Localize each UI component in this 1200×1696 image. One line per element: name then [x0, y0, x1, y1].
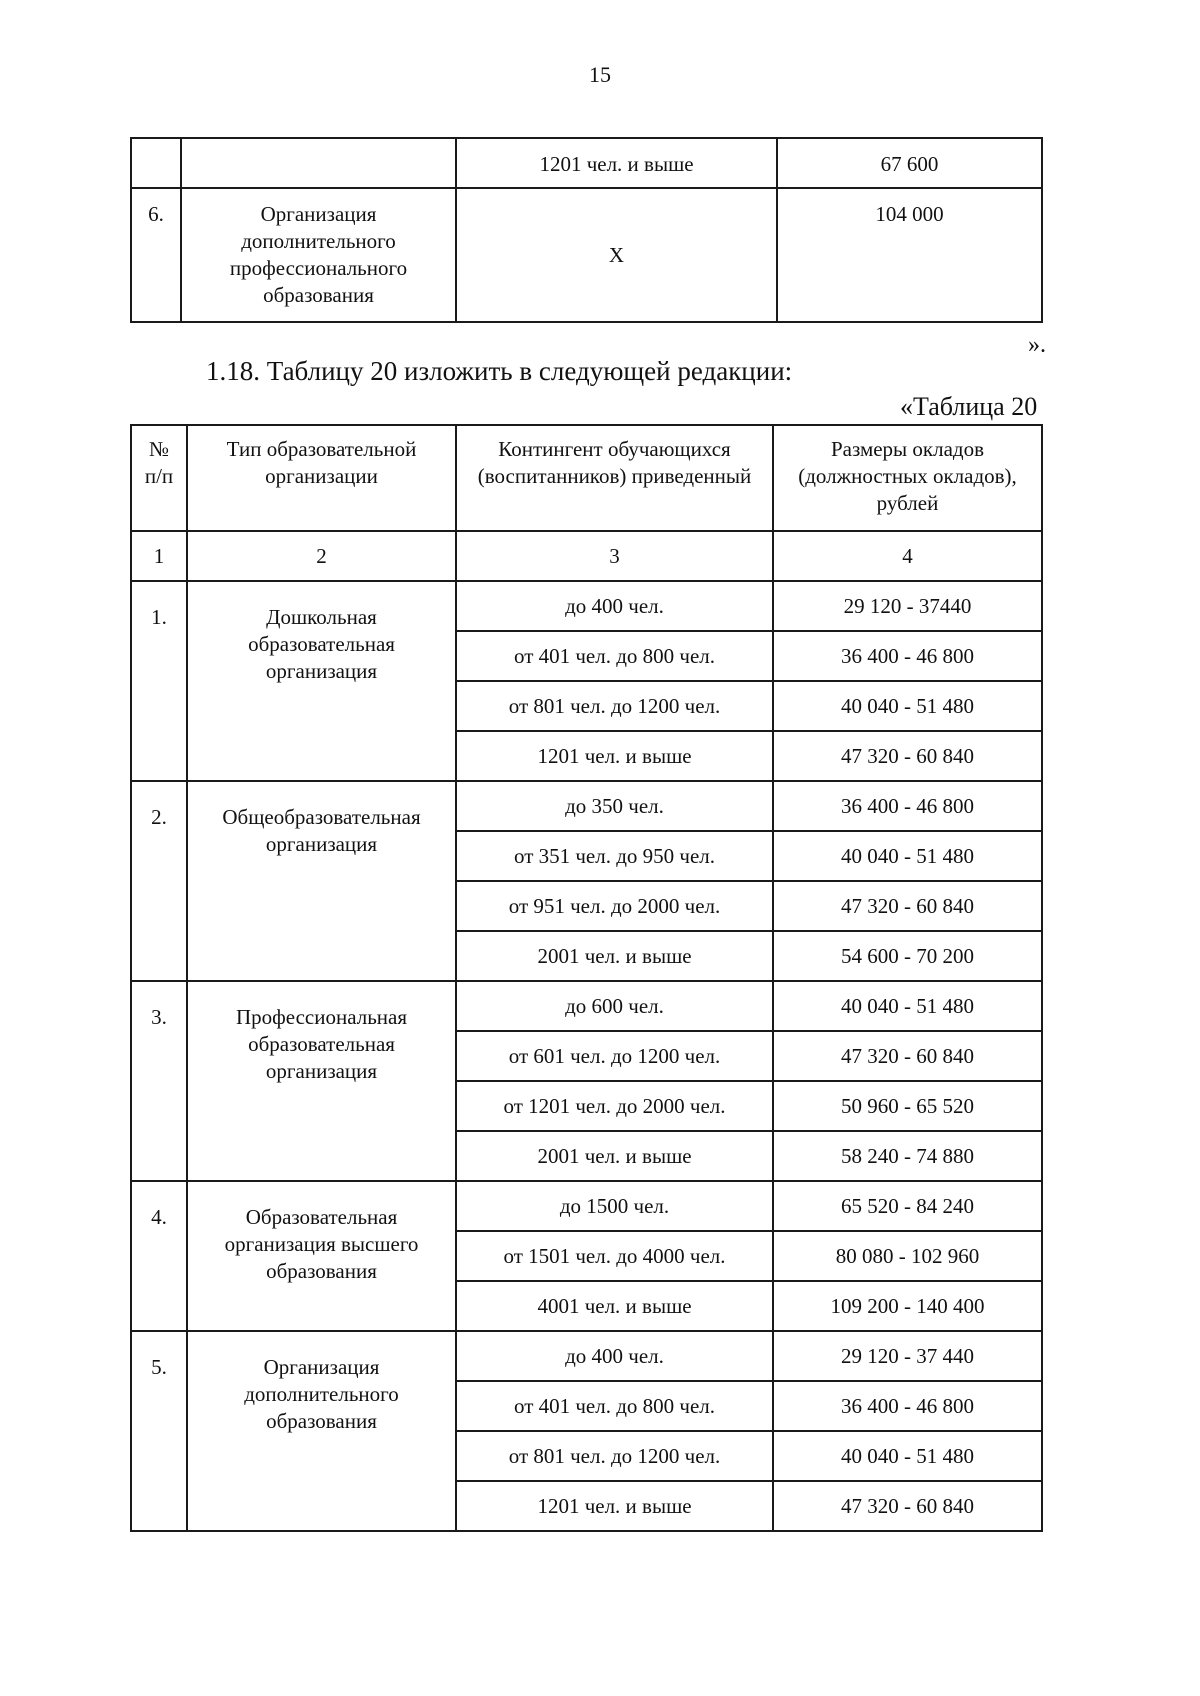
column-number: 2 — [187, 531, 456, 581]
row-number: 1. — [131, 581, 187, 781]
contingent-cell: до 1500 чел. — [456, 1181, 773, 1231]
salary-cell: 65 520 - 84 240 — [773, 1181, 1042, 1231]
contingent-cell: 2001 чел. и выше — [456, 931, 773, 981]
header-row — [131, 425, 1042, 531]
salary-cell: 104 000 — [777, 188, 1042, 322]
contingent-cell: от 601 чел. до 1200 чел. — [456, 1031, 773, 1081]
contingent-cell: от 1501 чел. до 4000 чел. — [456, 1231, 773, 1281]
header-salary: Размеры окладов (должностных окладов), рублей — [773, 425, 1042, 531]
contingent-cell: от 351 чел. до 950 чел. — [456, 831, 773, 881]
salary-cell: 47 320 - 60 840 — [773, 1031, 1042, 1081]
organization-type: Общеобразовательная организация — [187, 781, 456, 981]
table-row — [131, 781, 1042, 831]
salary-cell: 40 040 - 51 480 — [773, 1431, 1042, 1481]
row-number: 6. — [131, 188, 181, 322]
salary-cell: 54 600 - 70 200 — [773, 931, 1042, 981]
contingent-cell: от 401 чел. до 800 чел. — [456, 631, 773, 681]
closing-quote: ». — [1028, 332, 1046, 358]
table-row — [131, 188, 1042, 322]
contingent-cell: от 1201 чел. до 2000 чел. — [456, 1081, 773, 1131]
table-row — [131, 981, 1042, 1031]
contingent-cell: до 400 чел. — [456, 581, 773, 631]
contingent-cell: 1201 чел. и выше — [456, 138, 777, 188]
salary-cell: 50 960 - 65 520 — [773, 1081, 1042, 1131]
salary-cell: 36 400 - 46 800 — [773, 631, 1042, 681]
salary-cell: 40 040 - 51 480 — [773, 981, 1042, 1031]
organization-type — [181, 138, 456, 188]
row-number: 5. — [131, 1331, 187, 1531]
salary-cell: 40 040 - 51 480 — [773, 681, 1042, 731]
row-number: 2. — [131, 781, 187, 981]
header-number: № п/п — [131, 425, 187, 531]
salary-cell: 58 240 - 74 880 — [773, 1131, 1042, 1181]
contingent-cell: от 801 чел. до 1200 чел. — [456, 1431, 773, 1481]
contingent-cell: от 801 чел. до 1200 чел. — [456, 681, 773, 731]
contingent-cell: от 951 чел. до 2000 чел. — [456, 881, 773, 931]
salary-cell: 36 400 - 46 800 — [773, 1381, 1042, 1431]
previous-table-continuation — [130, 137, 1043, 323]
salary-cell: 40 040 - 51 480 — [773, 831, 1042, 881]
table-row — [131, 581, 1042, 631]
salary-cell: 80 080 - 102 960 — [773, 1231, 1042, 1281]
organization-type: Организация дополнительного образования — [187, 1331, 456, 1531]
salary-cell: 47 320 - 60 840 — [773, 1481, 1042, 1531]
column-number: 1 — [131, 531, 187, 581]
table-caption: «Таблица 20 — [900, 392, 1038, 421]
header-contingent: Контингент обучающихся (воспитанников) приведенный — [456, 425, 773, 531]
organization-type: Профессиональная образовательная организация — [187, 981, 456, 1181]
row-number: 3. — [131, 981, 187, 1181]
salary-table-20 — [130, 424, 1043, 1532]
row-number: 4. — [131, 1181, 187, 1331]
row-number — [131, 138, 181, 188]
organization-type: Организация дополнительного профессионального образования — [181, 188, 456, 322]
contingent-cell: от 401 чел. до 800 чел. — [456, 1381, 773, 1431]
salary-cell: 29 120 - 37 440 — [773, 1331, 1042, 1381]
contingent-cell: 1201 чел. и выше — [456, 731, 773, 781]
contingent-cell: 1201 чел. и выше — [456, 1481, 773, 1531]
contingent-cell: Х — [456, 188, 777, 322]
salary-cell: 47 320 - 60 840 — [773, 881, 1042, 931]
contingent-cell: 2001 чел. и выше — [456, 1131, 773, 1181]
column-number: 4 — [773, 531, 1042, 581]
contingent-cell: до 600 чел. — [456, 981, 773, 1031]
organization-type: Дошкольная образовательная организация — [187, 581, 456, 781]
header-type: Тип образовательной организации — [187, 425, 456, 531]
contingent-cell: до 350 чел. — [456, 781, 773, 831]
contingent-cell: 4001 чел. и выше — [456, 1281, 773, 1331]
salary-cell: 109 200 - 140 400 — [773, 1281, 1042, 1331]
table-row — [131, 1181, 1042, 1231]
instruction-text: 1.18. Таблицу 20 изложить в следующей редакции: — [206, 356, 793, 386]
table-row — [131, 138, 1042, 188]
salary-cell: 36 400 - 46 800 — [773, 781, 1042, 831]
salary-cell: 67 600 — [777, 138, 1042, 188]
contingent-cell: до 400 чел. — [456, 1331, 773, 1381]
salary-cell: 29 120 - 37440 — [773, 581, 1042, 631]
table-row — [131, 1331, 1042, 1381]
page-number: 15 — [589, 62, 611, 87]
column-number: 3 — [456, 531, 773, 581]
organization-type: Образовательная организация высшего образования — [187, 1181, 456, 1331]
column-number-row — [131, 531, 1042, 581]
salary-cell: 47 320 - 60 840 — [773, 731, 1042, 781]
